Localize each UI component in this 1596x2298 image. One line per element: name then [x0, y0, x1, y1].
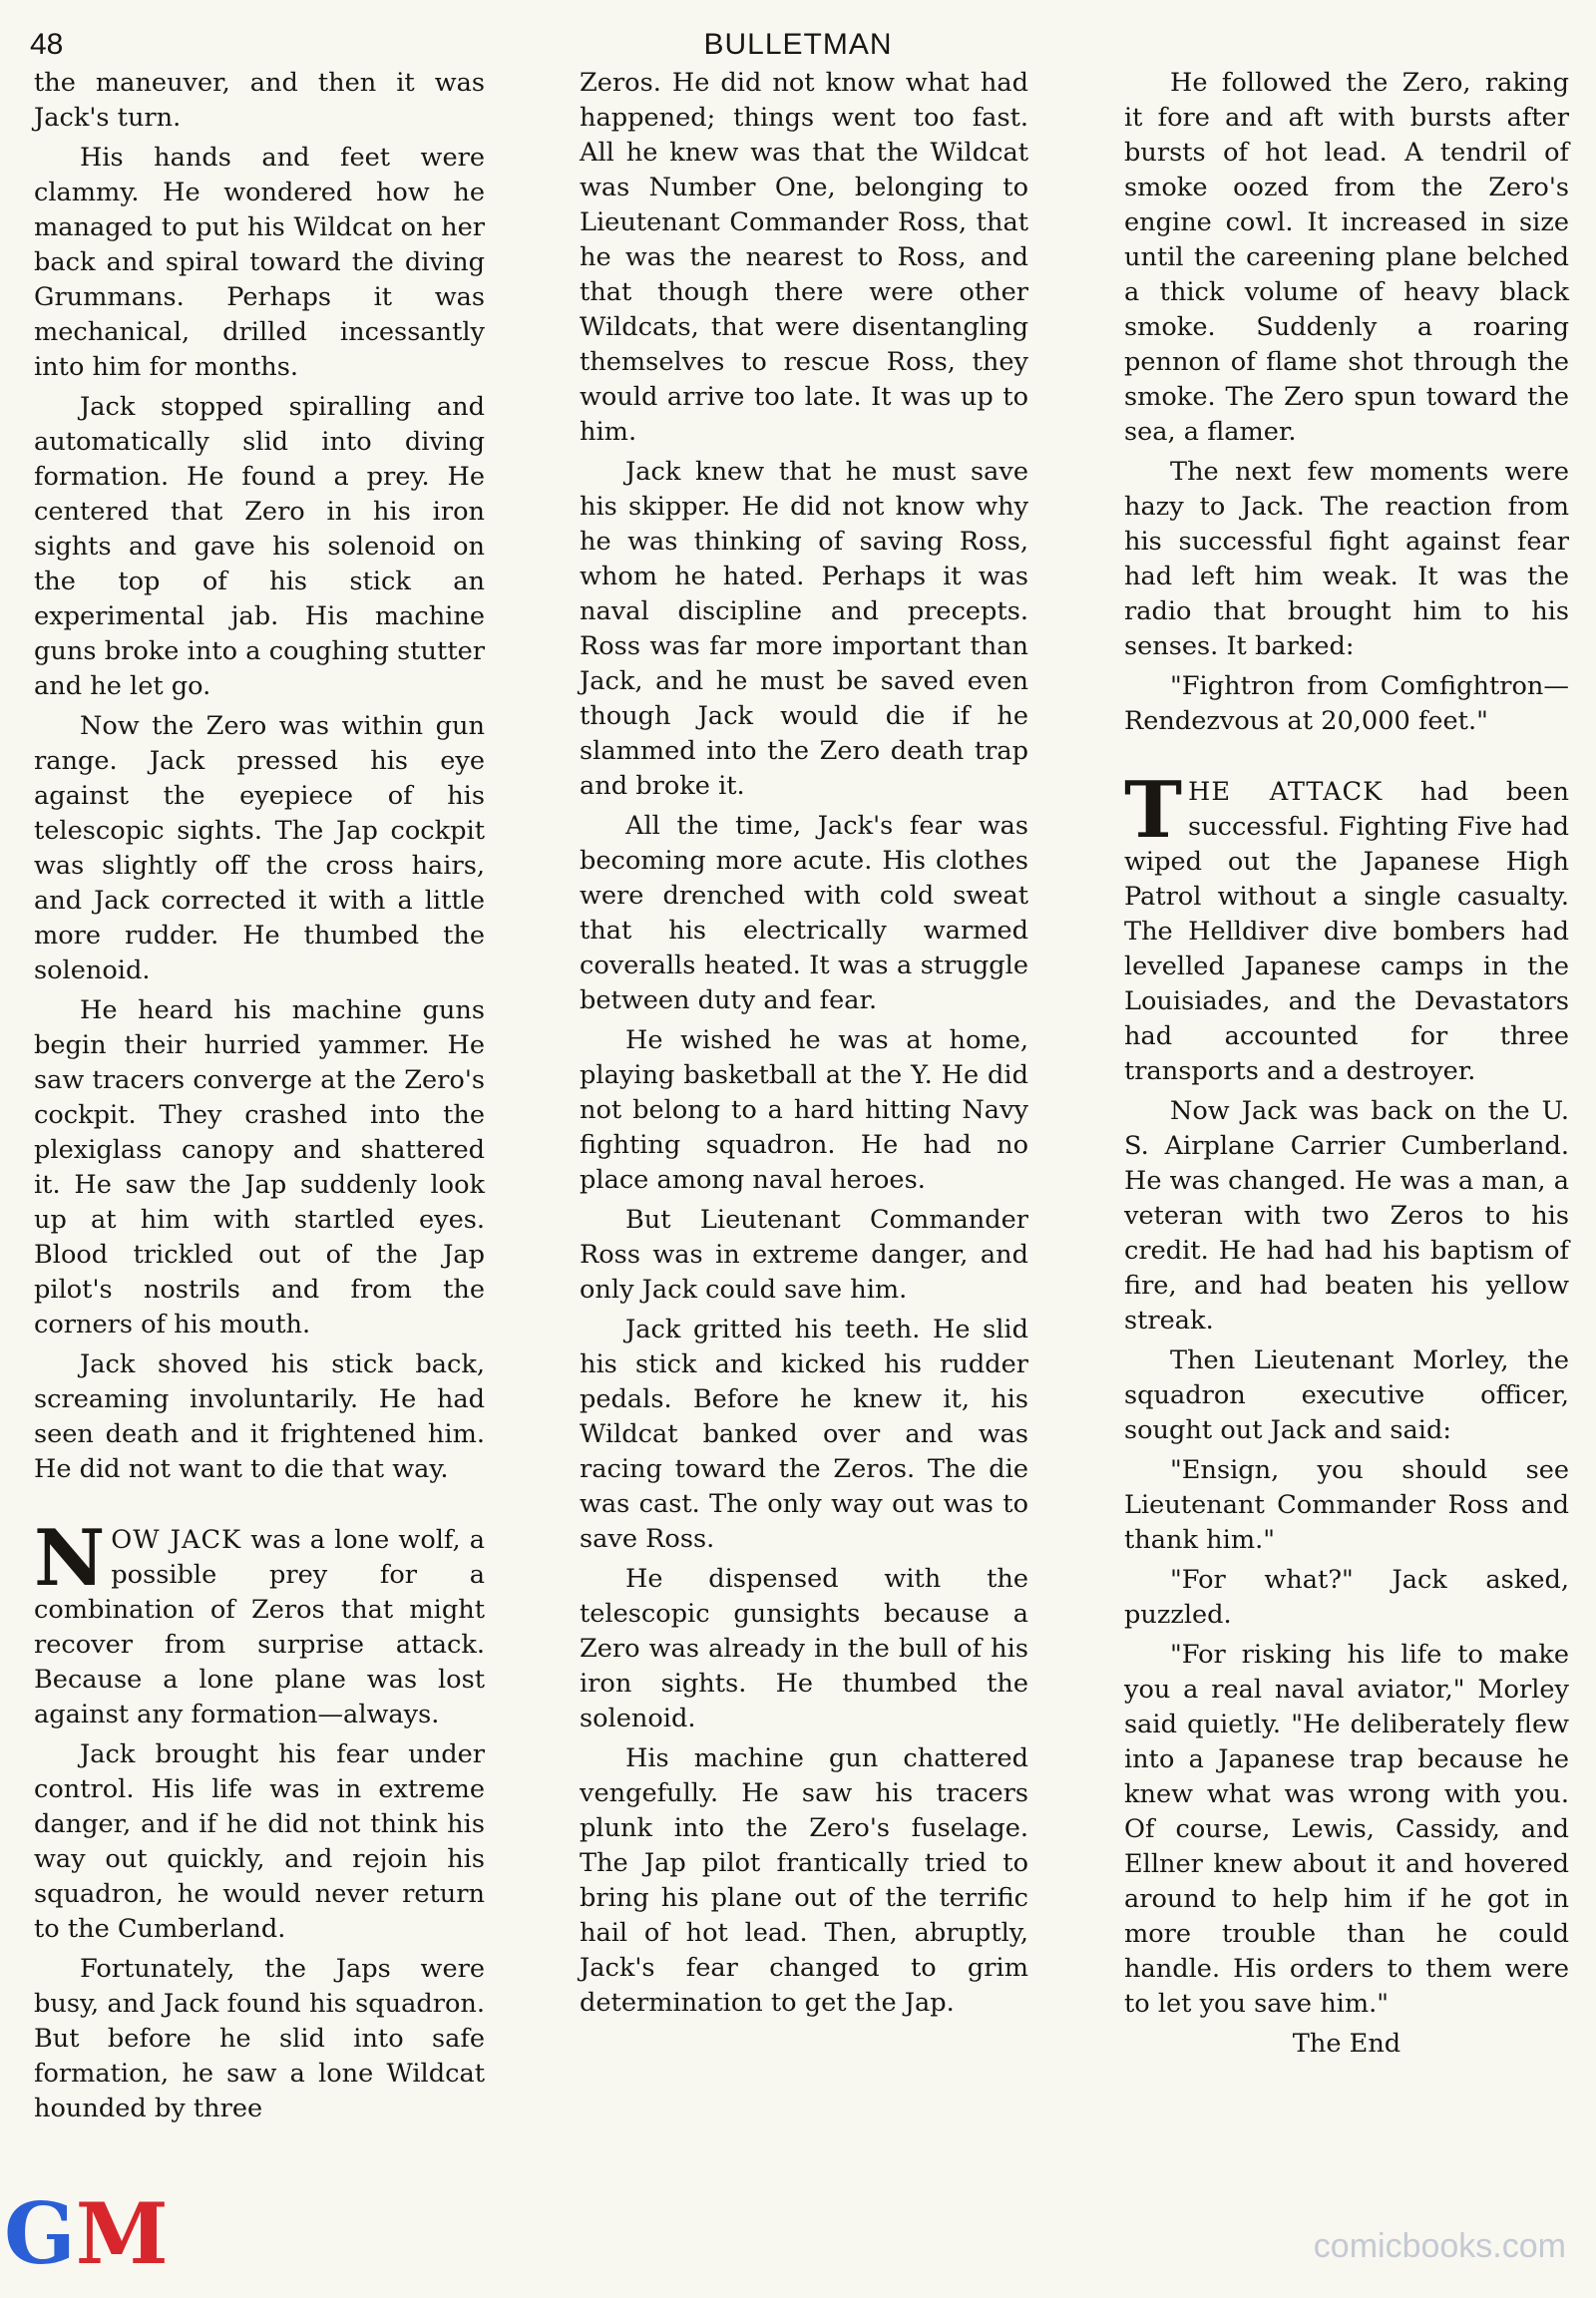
section-opening-paragraph	[1124, 765, 1569, 1089]
page-number: 48	[30, 28, 64, 61]
paragraph: "Ensign, you should see Lieutenant Commander Ross and thank him."	[1124, 1455, 1569, 1555]
running-head: BULLETMAN	[703, 28, 893, 61]
text-column-3	[1124, 66, 1569, 2067]
logo-letter-m: M	[75, 2184, 169, 2283]
logo-letter-g: G	[4, 2184, 76, 2283]
section-text: was a lone wolf, a possible prey for a combination of Zeros that might recover from surprise attack. Because a lone plane was lost against any formation—always.	[34, 1525, 485, 1729]
section-lead-in: HE ATTACK	[1188, 777, 1384, 807]
text-column-1	[34, 66, 485, 2131]
paragraph: But Lieutenant Commander Ross was in extreme danger, and only Jack could save him.	[580, 1205, 1028, 1305]
paragraph: Zeros. He did not know what had happened; things went too fast. All he knew was that the Wildcat was Number One, belonging to Lieutenant Commander Ross, that he was the nearest to Ross, and that though there were other Wildcats, that were disentangling themselves to rescue Ross, they would arrive too late. It was up to him.	[580, 68, 1028, 447]
paragraph: Fortunately, the Japs were busy, and Jack found his squadron. But before he slid into safe formation, he saw a lone Wildcat hounded by three	[34, 1954, 485, 2123]
paragraph: All the time, Jack's fear was becoming more acute. His clothes were drenched with cold sweat that his electrically warmed coveralls heated. It was a struggle between duty and fear.	[580, 811, 1028, 1015]
paragraph: Jack brought his fear under control. His life was in extreme danger, and if he did not think his way out quickly, and rejoin his squadron, he would never return to the Cumberland.	[34, 1739, 485, 1944]
section-text: had been successful. Fighting Five had wiped out the Japanese High Patrol without a single casualty. The Helldiver dive bombers had levelled Japanese camps in the Louisiades, and the Devastators had accounted for three transports and a destroyer.	[1124, 777, 1569, 1086]
the-end-label: The End	[1292, 2029, 1401, 2059]
paragraph: Jack gritted his teeth. He slid his stick and kicked his rudder pedals. Before he knew it, his Wildcat banked over and was racing toward the Zeros. The die was cast. The only way out was to save Ross.	[580, 1315, 1028, 1554]
paragraph: Jack knew that he must save his skipper. He did not know why he was thinking of saving Ross, whom he hated. Perhaps it was naval discipline and precepts. Ross was far more important than Jack, and he must be saved even though Jack would die if he slammed into the Zero death trap and broke it.	[580, 457, 1028, 801]
paragraph: Then Lieutenant Morley, the squadron executive officer, sought out Jack and said:	[1124, 1345, 1569, 1445]
paragraph: The next few moments were hazy to Jack. The reaction from his successful fight against fear had left him weak. It was the radio that brought him to his senses. It barked:	[1124, 457, 1569, 661]
publisher-logo	[4, 2184, 174, 2283]
paragraph: "For risking his life to make you a real naval aviator," Morley said quietly. "He deliberately flew into a Japanese trap because he knew what was wrong with you. Of course, Lewis, Cassidy, and Ellner knew about it and hovered around to help him if he got in more trouble than he could handle. His orders to them were to let you save him."	[1124, 1640, 1569, 2019]
drop-cap: N	[34, 1513, 106, 1604]
paragraph: Now Jack was back on the U. S. Airplane Carrier Cumberland. He was changed. He was a man, a veteran with two Zeros to his credit. He had had his baptism of fire, and had beaten his yellow streak.	[1124, 1096, 1569, 1336]
watermark: comicbooks.com	[1313, 2227, 1566, 2265]
section-lead-in: OW JACK	[111, 1525, 242, 1555]
paragraph: "For what?" Jack asked, puzzled.	[1124, 1565, 1569, 1630]
paragraph: Jack stopped spiralling and automatically slid into diving formation. He found a prey. He centered that Zero in his iron sights and gave his solenoid on the top of his stick an experimental jab. His machine guns broke into a coughing stutter and he let go.	[34, 392, 485, 701]
paragraph: Now the Zero was within gun range. Jack pressed his eye against the eyepiece of his telescopic sights. The Jap cockpit was slightly off the cross hairs, and Jack corrected it with a little more rudder. He thumbed the solenoid.	[34, 711, 485, 985]
section-opening-paragraph	[34, 1513, 485, 1732]
paragraph: He wished he was at home, playing basketball at the Y. He did not belong to a hard hitting Navy fighting squadron. He had no place among naval heroes.	[580, 1025, 1028, 1195]
paragraph: His hands and feet were clammy. He wondered how he managed to put his Wildcat on her back and spiral toward the diving Grummans. Perhaps it was mechanical, drilled incessantly into him for months.	[34, 143, 485, 382]
paragraph: the maneuver, and then it was Jack's turn.	[34, 68, 485, 133]
paragraph: He followed the Zero, raking it fore and aft with bursts after bursts of hot lead. A tendril of smoke oozed from the Zero's engine cowl. It increased in size until the careening plane belched a thick volume of heavy black smoke. Suddenly a roaring pennon of flame shot through the smoke. The Zero spun toward the sea, a flamer.	[1124, 68, 1569, 447]
text-column-2	[580, 66, 1028, 2026]
paragraph: Jack shoved his stick back, screaming involuntarily. He had seen death and it frightened him. He did not want to die that way.	[34, 1349, 485, 1484]
drop-cap: T	[1124, 765, 1183, 856]
paragraph: He dispensed with the telescopic gunsights because a Zero was already in the bull of his iron sights. He thumbed the solenoid.	[580, 1564, 1028, 1733]
paragraph: He heard his machine guns begin their hurried yammer. He saw tracers converge at the Zero's cockpit. They crashed into the plexiglass canopy and shattered it. He saw the Jap suddenly look up at him with startled eyes. Blood trickled out of the Jap pilot's nostrils and from the corners of his mouth.	[34, 995, 485, 1340]
paragraph: "Fightron from Comfightron—Rendezvous at 20,000 feet."	[1124, 671, 1569, 736]
paragraph: His machine gun chattered vengefully. He saw his tracers plunk into the Zero's fuselage. The Jap pilot frantically tried to bring his plane out of the terrific hail of hot lead. Then, abruptly, Jack's fear changed to grim determination to get the Jap.	[580, 1743, 1028, 2018]
